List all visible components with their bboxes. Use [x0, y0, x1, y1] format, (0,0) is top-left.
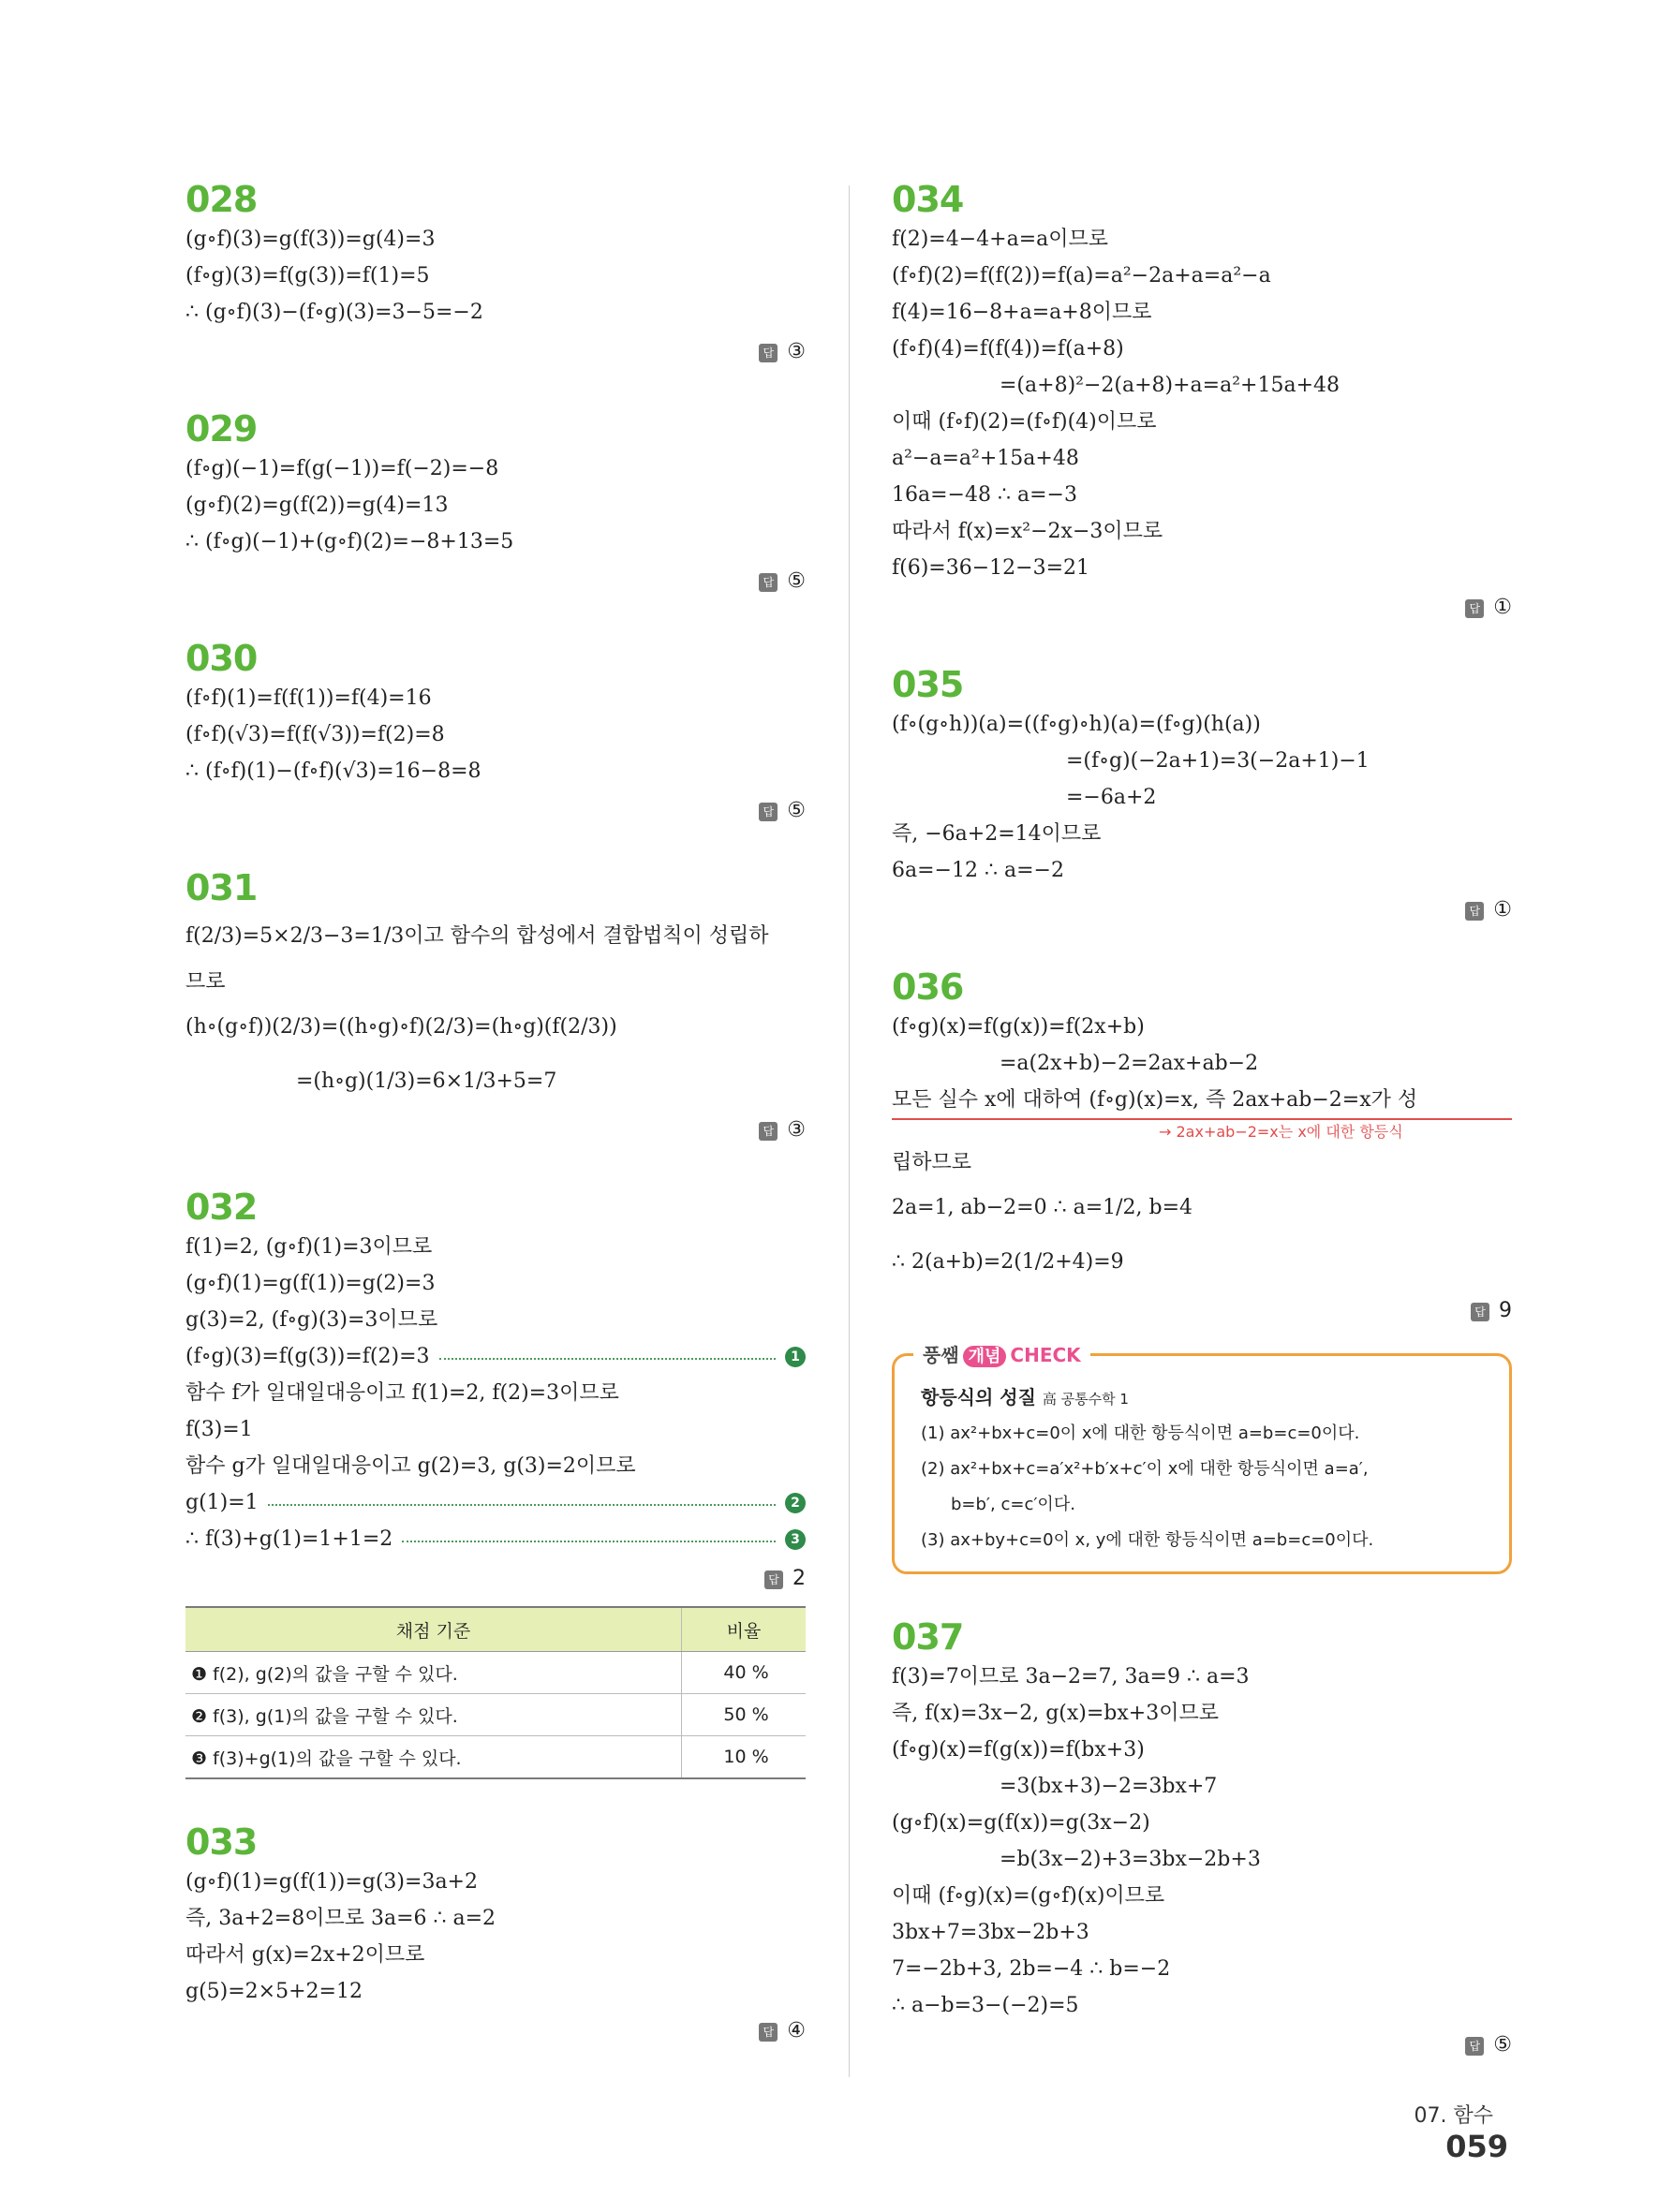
solution-line: =3(bx+3)−2=3bx+7: [1000, 1775, 1218, 1798]
heading-sub: 高 공통수학 1: [1042, 1391, 1129, 1408]
problem-number: 030: [185, 638, 258, 679]
solution-line: g(3)=2, (f∘g)(3)=3이므로: [185, 1308, 438, 1332]
answer-tag: 답: [1465, 902, 1484, 921]
answer: [185, 1565, 806, 1593]
problem-037: [892, 1615, 1512, 2059]
answer-value: 2: [792, 1567, 806, 1590]
title-badge: 개념: [963, 1346, 1007, 1367]
answer-value: ⑤: [1493, 2033, 1512, 2057]
solution-line: f(6)=36−12−3=21: [892, 556, 1090, 580]
concept-item: b=b′, c=c′이다.: [951, 1495, 1075, 1514]
page-footer: [1358, 2100, 1508, 2164]
right-column: [892, 178, 1512, 2059]
solution-line: ∴ a−b=3−(−2)=5: [892, 1994, 1079, 2017]
solution-line: a²−a=a²+15a+48: [892, 447, 1079, 470]
solution-line: (f∘g)(3)=f(g(3))=f(1)=5: [185, 264, 430, 288]
heading-text: 항등식의 성질: [921, 1386, 1036, 1408]
table-row: [185, 1694, 806, 1736]
concept-item: (3) ax+by+c=0이 x, y에 대한 항등식이면 a=b=c=0이다.: [921, 1530, 1374, 1550]
table-cell: 50 %: [682, 1694, 807, 1736]
solution-line: 즉, −6a+2=14이므로: [892, 822, 1102, 846]
solution-line: g(1)=1: [185, 1491, 259, 1514]
solution-line: f(1)=2, (g∘f)(1)=3이므로: [185, 1235, 433, 1259]
problem-033: [185, 1821, 806, 2045]
answer-tag: 답: [759, 803, 778, 821]
solution-line: g(5)=2×5+2=12: [185, 1980, 363, 2003]
solution-line: 함수 f가 일대일대응이고 f(1)=2, f(2)=3이므로: [185, 1381, 619, 1405]
solution-line: f(4)=16−8+a=a+8이므로: [892, 301, 1152, 324]
step-marker: 2: [785, 1493, 806, 1513]
table-header: 비율: [682, 1607, 807, 1652]
solution-line: (f∘f)(4)=f(f(4))=f(a+8): [892, 337, 1124, 361]
problem-number: 036: [892, 966, 964, 1008]
grading-table: [185, 1606, 806, 1779]
solution-line: =b(3x−2)+3=3bx−2b+3: [1000, 1848, 1261, 1871]
solution-line: 므로: [185, 970, 226, 994]
concept-heading: [921, 1380, 1483, 1416]
solution-line: f(3)=7이므로 3a−2=7, 3a=9 ∴ a=3: [892, 1665, 1250, 1688]
concept-item: (1) ax²+bx+c=0이 x에 대한 항등식이면 a=b=c=0이다.: [921, 1423, 1360, 1443]
answer-tag: 답: [1465, 599, 1484, 618]
solution-line: 16a=−48 ∴ a=−3: [892, 483, 1077, 507]
solution-line: (f∘g)(3)=f(g(3))=f(2)=3: [185, 1345, 430, 1368]
problem-number: 032: [185, 1187, 258, 1228]
concept-item: (2) ax²+bx+c=a′x²+b′x+c′이 x에 대한 항등식이면 a=a′,: [921, 1459, 1369, 1479]
solution-line: 이때 (f∘f)(2)=(f∘f)(4)이므로: [892, 410, 1157, 434]
solution-line: =(f∘g)(−2a+1)=3(−2a+1)−1: [1066, 749, 1370, 773]
solution-line: (h∘(g∘f))(2/3)=((h∘g)∘f)(2/3)=(h∘g)(f(2/3)): [185, 1015, 617, 1039]
answer-tag: 답: [759, 573, 778, 592]
problem-028: [185, 178, 806, 366]
table-row: [185, 1736, 806, 1779]
problem-034: [892, 178, 1512, 622]
solution-line: =(a+8)²−2(a+8)+a=a²+15a+48: [1000, 374, 1340, 397]
answer: [892, 2031, 1512, 2059]
answer-value: ③: [787, 340, 806, 363]
answer: [185, 568, 806, 596]
identity-note: → 2ax+ab−2=x는 x에 대한 항등식: [1159, 1123, 1403, 1141]
solution-line: f(3)=1: [185, 1418, 253, 1441]
solution-line-marked: [185, 1338, 806, 1375]
answer-value: ⑤: [787, 569, 806, 593]
solution-line: ∴ 2(a+b)=2(1/2+4)=9: [892, 1250, 1124, 1274]
solution-line: 모든 실수 x에 대하여 (f∘g)(x)=x, 즉 2ax+ab−2=x가 성: [892, 1082, 1512, 1120]
table-row: [185, 1652, 806, 1694]
problem-number: 034: [892, 179, 964, 220]
table-header-row: [185, 1607, 806, 1652]
solution-line: (g∘f)(1)=g(f(1))=g(2)=3: [185, 1272, 436, 1295]
concept-check-title: [913, 1340, 1090, 1367]
solution-line: f(2/3)=5×2/3−3=1/3이고 함수의 합성에서 결합법칙이 성립하: [185, 924, 769, 948]
problem-number: 033: [185, 1821, 258, 1863]
solution-line: 립하므로: [892, 1151, 972, 1174]
page-number: 059: [1445, 2129, 1508, 2164]
column-divider: [849, 185, 850, 2077]
problem-030: [185, 637, 806, 825]
solution-line: ∴ (f∘f)(1)−(f∘f)(√3)=16−8=8: [185, 759, 481, 783]
answer-value: ④: [787, 2019, 806, 2042]
solution-line: =(h∘g)(1/3)=6×1/3+5=7: [296, 1069, 557, 1093]
problem-number: 031: [185, 867, 258, 908]
table-cell: 40 %: [682, 1652, 807, 1694]
answer-value: ①: [1493, 898, 1512, 922]
solution-line: f(2)=4−4+a=a이므로: [892, 228, 1109, 251]
answer-value: ⑤: [787, 799, 806, 822]
answer: [185, 2017, 806, 2045]
answer: [185, 338, 806, 366]
answer-tag: 답: [759, 2023, 778, 2042]
solution-line: ∴ (g∘f)(3)−(f∘g)(3)=3−5=−2: [185, 301, 483, 324]
solution-line: 즉, f(x)=3x−2, g(x)=bx+3이므로: [892, 1702, 1219, 1725]
problem-number: 029: [185, 408, 258, 450]
solution-line: =a(2x+b)−2=2ax+ab−2: [1000, 1052, 1259, 1075]
problem-number: 035: [892, 664, 964, 705]
table-cell: 10 %: [682, 1736, 807, 1779]
solution-line: 즉, 3a+2=8이므로 3a=6 ∴ a=2: [185, 1907, 496, 1930]
answer-tag: 답: [759, 344, 778, 362]
title-prefix: 풍쌤: [923, 1344, 959, 1366]
solution-line: 3bx+7=3bx−2b+3: [892, 1921, 1089, 1944]
answer: [892, 594, 1512, 622]
answer-tag: 답: [764, 1571, 783, 1589]
solution-line: 2a=1, ab−2=0 ∴ a=1/2, b=4: [892, 1196, 1193, 1219]
solution-line-marked: [185, 1484, 806, 1521]
answer: [185, 797, 806, 825]
answer-value: ③: [787, 1118, 806, 1142]
solution-line: (f∘f)(√3)=f(f(√3))=f(2)=8: [185, 723, 445, 746]
solution-line: 따라서 g(x)=2x+2이므로: [185, 1943, 425, 1967]
solution-line: (g∘f)(x)=g(f(x))=g(3x−2): [892, 1811, 1150, 1835]
solution-line: (g∘f)(1)=g(f(1))=g(3)=3a+2: [185, 1870, 478, 1894]
chapter-label: 07. 함수: [1414, 2104, 1493, 2128]
table-header: 채점 기준: [185, 1607, 682, 1652]
step-marker: 1: [785, 1347, 806, 1367]
problem-032: [185, 1186, 806, 1779]
solution-line-marked: [185, 1521, 806, 1557]
solution-line: (f∘g)(−1)=f(g(−1))=f(−2)=−8: [185, 457, 499, 480]
solution-line: =−6a+2: [1066, 786, 1157, 809]
solution-line: (f∘f)(2)=f(f(2))=f(a)=a²−2a+a=a²−a: [892, 264, 1271, 288]
answer-tag: 답: [1465, 2037, 1484, 2056]
step-marker: 3: [785, 1529, 806, 1550]
answer-value: 9: [1499, 1299, 1512, 1322]
solution-line: 이때 (f∘g)(x)=(g∘f)(x)이므로: [892, 1884, 1165, 1908]
solution-line: ∴ (f∘g)(−1)+(g∘f)(2)=−8+13=5: [185, 530, 514, 553]
problem-031: [185, 866, 806, 1144]
left-column: [185, 178, 806, 2045]
solution-line: 7=−2b+3, 2b=−4 ∴ b=−2: [892, 1957, 1171, 1981]
answer-tag: 답: [1471, 1303, 1489, 1321]
solution-line: (f∘f)(1)=f(f(1))=f(4)=16: [185, 686, 432, 710]
answer: [892, 896, 1512, 924]
solution-line: (g∘f)(3)=g(f(3))=g(4)=3: [185, 228, 436, 251]
problem-number: 028: [185, 179, 258, 220]
problem-035: [892, 663, 1512, 924]
problem-number: 037: [892, 1616, 964, 1658]
solution-line: 함수 g가 일대일대응이고 g(2)=3, g(3)=2이므로: [185, 1454, 636, 1478]
solution-line: ∴ f(3)+g(1)=1+1=2: [185, 1527, 393, 1551]
answer-tag: 답: [759, 1122, 778, 1141]
solution-line: 따라서 f(x)=x²−2x−3이므로: [892, 520, 1163, 543]
answer: [185, 1116, 806, 1144]
table-cell: ❶ f(2), g(2)의 값을 구할 수 있다.: [185, 1652, 682, 1694]
solution-line: (f∘g)(x)=f(g(x))=f(2x+b): [892, 1015, 1145, 1039]
table-cell: ❷ f(3), g(1)의 값을 구할 수 있다.: [185, 1694, 682, 1736]
solution-line: 6a=−12 ∴ a=−2: [892, 859, 1064, 882]
solution-line: (f∘(g∘h))(a)=((f∘g)∘h)(a)=(f∘g)(h(a)): [892, 713, 1261, 736]
answer: [892, 1297, 1512, 1325]
table-cell: ❸ f(3)+g(1)의 값을 구할 수 있다.: [185, 1736, 682, 1779]
solution-line: (g∘f)(2)=g(f(2))=g(4)=13: [185, 494, 449, 517]
solution-line: (f∘g)(x)=f(g(x))=f(bx+3): [892, 1738, 1145, 1762]
title-suffix: CHECK: [1010, 1344, 1081, 1366]
answer-value: ①: [1493, 596, 1512, 619]
concept-check-box: [892, 1344, 1512, 1574]
problem-036: [892, 966, 1512, 1325]
problem-029: [185, 407, 806, 596]
